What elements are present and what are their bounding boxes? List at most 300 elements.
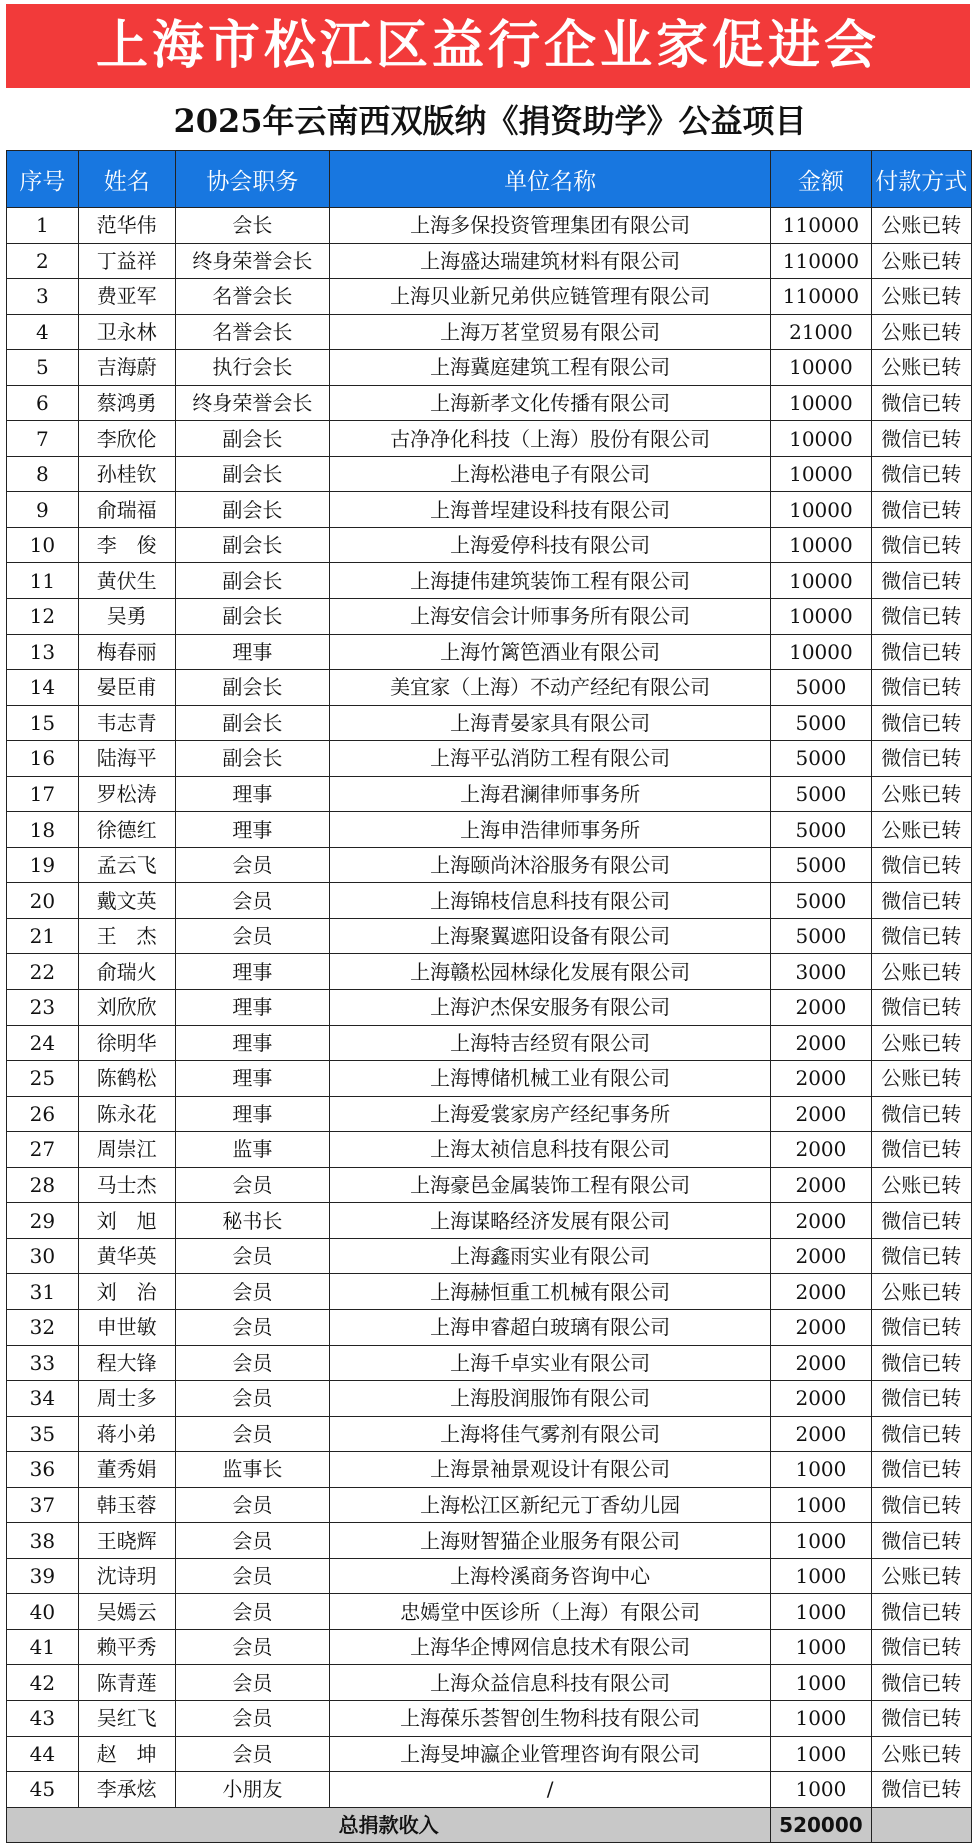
donation-amount: 1000 (771, 1523, 871, 1559)
company-name: 上海博储机械工业有限公司 (330, 1061, 771, 1097)
payment-method: 微信已转 (871, 990, 971, 1026)
donation-amount: 5000 (771, 812, 871, 848)
company-name: 上海松江区新纪元丁香幼儿园 (330, 1487, 771, 1523)
association-role: 副会长 (175, 492, 329, 528)
row-index: 14 (7, 670, 79, 706)
company-name: 上海盛达瑞建筑材料有限公司 (330, 243, 771, 279)
row-index: 7 (7, 421, 79, 457)
association-role: 理事 (175, 954, 329, 990)
association-role: 会员 (175, 1238, 329, 1274)
row-index: 18 (7, 812, 79, 848)
association-role: 会员 (175, 1309, 329, 1345)
table-row (7, 1167, 972, 1203)
association-role: 理事 (175, 776, 329, 812)
donation-amount: 110000 (771, 279, 871, 315)
association-role: 副会长 (175, 599, 329, 635)
table-row (7, 954, 972, 990)
row-index: 40 (7, 1594, 79, 1630)
payment-method: 微信已转 (871, 563, 971, 599)
row-index: 24 (7, 1025, 79, 1061)
payment-method: 公账已转 (871, 314, 971, 350)
row-index: 2 (7, 243, 79, 279)
association-role: 副会长 (175, 527, 329, 563)
table-row (7, 741, 972, 777)
donor-name: 刘欣欣 (78, 990, 175, 1026)
donor-name: 沈诗玥 (78, 1558, 175, 1594)
company-name: 忠嫣堂中医诊所（上海）有限公司 (330, 1594, 771, 1630)
table-row (7, 1629, 972, 1665)
donor-name: 申世敏 (78, 1309, 175, 1345)
payment-method: 微信已转 (871, 1487, 971, 1523)
table-row (7, 1665, 972, 1701)
payment-method: 微信已转 (871, 1416, 971, 1452)
row-index: 28 (7, 1167, 79, 1203)
table-row (7, 599, 972, 635)
table-row (7, 563, 972, 599)
association-role: 理事 (175, 1025, 329, 1061)
association-role: 会员 (175, 1487, 329, 1523)
donor-name: 黄伏生 (78, 563, 175, 599)
table-row (7, 456, 972, 492)
donation-amount: 5000 (771, 918, 871, 954)
association-role: 会员 (175, 1381, 329, 1417)
donation-amount: 2000 (771, 1025, 871, 1061)
association-role: 会员 (175, 1629, 329, 1665)
payment-method: 微信已转 (871, 670, 971, 706)
donation-table (6, 150, 972, 1843)
payment-method: 微信已转 (871, 456, 971, 492)
donor-name: 陆海平 (78, 741, 175, 777)
payment-method: 公账已转 (871, 1167, 971, 1203)
header-company: 单位名称 (330, 151, 771, 208)
association-role: 会员 (175, 1523, 329, 1559)
donation-amount: 5000 (771, 741, 871, 777)
table-row (7, 1345, 972, 1381)
association-role: 会员 (175, 883, 329, 919)
company-name: 上海申睿超白玻璃有限公司 (330, 1309, 771, 1345)
table-row (7, 350, 972, 386)
table-row (7, 776, 972, 812)
donation-amount: 10000 (771, 492, 871, 528)
company-name: 上海赫恒重工机械有限公司 (330, 1274, 771, 1310)
association-role: 会员 (175, 1736, 329, 1772)
company-name: 上海竹篱笆酒业有限公司 (330, 634, 771, 670)
company-name: 上海青晏家具有限公司 (330, 705, 771, 741)
table-row (7, 883, 972, 919)
row-index: 36 (7, 1452, 79, 1488)
donor-name: 俞瑞福 (78, 492, 175, 528)
company-name: 上海豪邑金属装饰工程有限公司 (330, 1167, 771, 1203)
total-row (7, 1807, 972, 1843)
association-role: 副会长 (175, 563, 329, 599)
payment-method: 微信已转 (871, 634, 971, 670)
donor-name: 俞瑞火 (78, 954, 175, 990)
donor-name: 丁益祥 (78, 243, 175, 279)
table-row (7, 1025, 972, 1061)
table-row (7, 1381, 972, 1417)
payment-method: 公账已转 (871, 1025, 971, 1061)
row-index: 45 (7, 1772, 79, 1808)
donation-amount: 110000 (771, 243, 871, 279)
table-row (7, 243, 972, 279)
donor-name: 赵 坤 (78, 1736, 175, 1772)
row-index: 23 (7, 990, 79, 1026)
donor-name: 吉海蔚 (78, 350, 175, 386)
donation-amount: 2000 (771, 1167, 871, 1203)
table-row (7, 1238, 972, 1274)
company-name: 上海赣松园林绿化发展有限公司 (330, 954, 771, 990)
row-index: 39 (7, 1558, 79, 1594)
association-role: 监事 (175, 1132, 329, 1168)
payment-method: 微信已转 (871, 1203, 971, 1239)
row-index: 42 (7, 1665, 79, 1701)
payment-method: 微信已转 (871, 1772, 971, 1808)
donor-name: 罗松涛 (78, 776, 175, 812)
row-index: 16 (7, 741, 79, 777)
donor-name: 陈永花 (78, 1096, 175, 1132)
table-row (7, 527, 972, 563)
company-name: 上海平弘消防工程有限公司 (330, 741, 771, 777)
row-index: 1 (7, 208, 79, 244)
donor-name: 蒋小弟 (78, 1416, 175, 1452)
company-name: 上海特吉经贸有限公司 (330, 1025, 771, 1061)
donor-name: 徐明华 (78, 1025, 175, 1061)
row-index: 20 (7, 883, 79, 919)
table-row (7, 1772, 972, 1808)
table-row (7, 918, 972, 954)
table-row (7, 279, 972, 315)
donation-amount: 10000 (771, 634, 871, 670)
association-role: 终身荣誉会长 (175, 243, 329, 279)
association-role: 会员 (175, 1594, 329, 1630)
donor-name: 费亚军 (78, 279, 175, 315)
donation-amount: 10000 (771, 421, 871, 457)
payment-method: 微信已转 (871, 1452, 971, 1488)
row-index: 22 (7, 954, 79, 990)
payment-method: 微信已转 (871, 1309, 971, 1345)
association-role: 副会长 (175, 456, 329, 492)
donation-amount: 5000 (771, 670, 871, 706)
donor-name: 陈青莲 (78, 1665, 175, 1701)
row-index: 25 (7, 1061, 79, 1097)
total-label: 总捐款收入 (7, 1807, 771, 1843)
company-name: / (330, 1772, 771, 1808)
association-role: 名誉会长 (175, 314, 329, 350)
payment-method: 公账已转 (871, 243, 971, 279)
payment-method: 公账已转 (871, 954, 971, 990)
project-title: 2025年云南西双版纳《捐资助学》公益项目 (173, 102, 807, 140)
donor-name: 蔡鸿勇 (78, 385, 175, 421)
association-role: 会员 (175, 1558, 329, 1594)
payment-method: 微信已转 (871, 883, 971, 919)
donor-name: 赖平秀 (78, 1629, 175, 1665)
table-row (7, 1416, 972, 1452)
table-row (7, 670, 972, 706)
header-payment: 付款方式 (871, 151, 971, 208)
donation-amount: 1000 (771, 1487, 871, 1523)
row-index: 12 (7, 599, 79, 635)
company-name: 上海财智猫企业服务有限公司 (330, 1523, 771, 1559)
donation-amount: 2000 (771, 1309, 871, 1345)
row-index: 29 (7, 1203, 79, 1239)
donation-amount: 1000 (771, 1736, 871, 1772)
donor-name: 李欣伦 (78, 421, 175, 457)
donor-name: 董秀娟 (78, 1452, 175, 1488)
table-row (7, 990, 972, 1026)
payment-method: 微信已转 (871, 421, 971, 457)
donation-amount: 2000 (771, 1345, 871, 1381)
donation-amount: 10000 (771, 456, 871, 492)
company-name: 上海捷伟建筑装饰工程有限公司 (330, 563, 771, 599)
donor-name: 韩玉蓉 (78, 1487, 175, 1523)
donation-amount: 2000 (771, 1274, 871, 1310)
table-row (7, 1594, 972, 1630)
company-name: 上海聚翼遮阳设备有限公司 (330, 918, 771, 954)
row-index: 17 (7, 776, 79, 812)
company-name: 上海冀庭建筑工程有限公司 (330, 350, 771, 386)
payment-method: 微信已转 (871, 1096, 971, 1132)
row-index: 31 (7, 1274, 79, 1310)
donor-name: 徐德红 (78, 812, 175, 848)
company-name: 上海柃溪商务咨询中心 (330, 1558, 771, 1594)
donation-amount: 1000 (771, 1629, 871, 1665)
row-index: 43 (7, 1700, 79, 1736)
row-index: 37 (7, 1487, 79, 1523)
association-role: 名誉会长 (175, 279, 329, 315)
donation-amount: 3000 (771, 954, 871, 990)
donation-amount: 2000 (771, 1238, 871, 1274)
payment-method: 微信已转 (871, 385, 971, 421)
company-name: 美宜家（上海）不动产经纪有限公司 (330, 670, 771, 706)
association-role: 理事 (175, 634, 329, 670)
donation-amount: 21000 (771, 314, 871, 350)
donation-amount: 2000 (771, 1203, 871, 1239)
payment-method: 微信已转 (871, 741, 971, 777)
row-index: 21 (7, 918, 79, 954)
association-role: 小朋友 (175, 1772, 329, 1808)
header-amount: 金额 (771, 151, 871, 208)
header-name: 姓名 (78, 151, 175, 208)
table-row (7, 492, 972, 528)
table-row (7, 1700, 972, 1736)
donation-amount: 5000 (771, 847, 871, 883)
payment-method: 微信已转 (871, 1700, 971, 1736)
donation-amount: 2000 (771, 1381, 871, 1417)
donor-name: 梅春丽 (78, 634, 175, 670)
table-row (7, 705, 972, 741)
donation-amount: 5000 (771, 705, 871, 741)
company-name: 上海葆乐荟智创生物科技有限公司 (330, 1700, 771, 1736)
donation-amount: 5000 (771, 776, 871, 812)
payment-method: 微信已转 (871, 1345, 971, 1381)
company-name: 上海爱裳家房产经纪事务所 (330, 1096, 771, 1132)
row-index: 15 (7, 705, 79, 741)
association-role: 会员 (175, 1274, 329, 1310)
association-role: 会员 (175, 847, 329, 883)
association-role: 理事 (175, 812, 329, 848)
company-name: 上海千卓实业有限公司 (330, 1345, 771, 1381)
table-row (7, 314, 972, 350)
payment-method: 微信已转 (871, 1665, 971, 1701)
table-row (7, 208, 972, 244)
company-name: 上海多保投资管理集团有限公司 (330, 208, 771, 244)
table-row (7, 1523, 972, 1559)
row-index: 9 (7, 492, 79, 528)
table-row (7, 1736, 972, 1772)
donor-name: 刘 旭 (78, 1203, 175, 1239)
company-name: 上海景袖景观设计有限公司 (330, 1452, 771, 1488)
header-role: 协会职务 (175, 151, 329, 208)
donor-name: 范华伟 (78, 208, 175, 244)
table-row (7, 634, 972, 670)
donor-name: 李 俊 (78, 527, 175, 563)
donation-amount: 1000 (771, 1558, 871, 1594)
header-index: 序号 (7, 151, 79, 208)
table-row (7, 1061, 972, 1097)
donor-name: 陈鹤松 (78, 1061, 175, 1097)
company-name: 上海颐尚沐浴服务有限公司 (330, 847, 771, 883)
table-header-row (7, 151, 972, 208)
association-role: 副会长 (175, 670, 329, 706)
total-empty-cell (871, 1807, 971, 1843)
company-name: 上海锦枝信息科技有限公司 (330, 883, 771, 919)
association-role: 会员 (175, 1167, 329, 1203)
table-row (7, 1452, 972, 1488)
company-name: 上海普埕建设科技有限公司 (330, 492, 771, 528)
row-index: 32 (7, 1309, 79, 1345)
association-role: 理事 (175, 1096, 329, 1132)
payment-method: 公账已转 (871, 1736, 971, 1772)
donor-name: 戴文英 (78, 883, 175, 919)
company-name: 上海将佳气雾剂有限公司 (330, 1416, 771, 1452)
payment-method: 微信已转 (871, 1132, 971, 1168)
donation-amount: 2000 (771, 1061, 871, 1097)
table-row (7, 1274, 972, 1310)
donor-name: 王 杰 (78, 918, 175, 954)
company-name: 上海新孝文化传播有限公司 (330, 385, 771, 421)
table-row (7, 812, 972, 848)
donation-amount: 5000 (771, 883, 871, 919)
row-index: 3 (7, 279, 79, 315)
row-index: 35 (7, 1416, 79, 1452)
payment-method: 微信已转 (871, 918, 971, 954)
donor-name: 程大锋 (78, 1345, 175, 1381)
association-role: 会员 (175, 1665, 329, 1701)
company-name: 上海贝业新兄弟供应链管理有限公司 (330, 279, 771, 315)
row-index: 30 (7, 1238, 79, 1274)
table-row (7, 1309, 972, 1345)
row-index: 26 (7, 1096, 79, 1132)
donation-amount: 2000 (771, 1096, 871, 1132)
donation-amount: 10000 (771, 350, 871, 386)
row-index: 10 (7, 527, 79, 563)
organization-banner: 上海市松江区益行企业家促进会 (6, 4, 970, 88)
donor-name: 刘 治 (78, 1274, 175, 1310)
donor-name: 黄华英 (78, 1238, 175, 1274)
association-role: 会员 (175, 918, 329, 954)
table-row (7, 1487, 972, 1523)
row-index: 5 (7, 350, 79, 386)
donor-name: 周崇江 (78, 1132, 175, 1168)
donor-name: 王晓辉 (78, 1523, 175, 1559)
association-role: 副会长 (175, 741, 329, 777)
donation-amount: 2000 (771, 1416, 871, 1452)
donation-amount: 1000 (771, 1594, 871, 1630)
payment-method: 公账已转 (871, 1061, 971, 1097)
payment-method: 微信已转 (871, 527, 971, 563)
association-role: 终身荣誉会长 (175, 385, 329, 421)
table-row (7, 847, 972, 883)
row-index: 41 (7, 1629, 79, 1665)
donation-amount: 1000 (771, 1452, 871, 1488)
association-role: 理事 (175, 990, 329, 1026)
donor-name: 晏臣甫 (78, 670, 175, 706)
table-row (7, 1096, 972, 1132)
association-role: 理事 (175, 1061, 329, 1097)
payment-method: 微信已转 (871, 1523, 971, 1559)
donor-name: 孟云飞 (78, 847, 175, 883)
table-row (7, 1132, 972, 1168)
payment-method: 微信已转 (871, 492, 971, 528)
donor-name: 韦志青 (78, 705, 175, 741)
donor-name: 卫永林 (78, 314, 175, 350)
donation-amount: 2000 (771, 1132, 871, 1168)
donation-amount: 10000 (771, 385, 871, 421)
company-name: 上海旻坤瀛企业管理咨询有限公司 (330, 1736, 771, 1772)
row-index: 4 (7, 314, 79, 350)
payment-method: 公账已转 (871, 350, 971, 386)
table-body (7, 208, 972, 1843)
donor-name: 马士杰 (78, 1167, 175, 1203)
company-name: 上海众益信息科技有限公司 (330, 1665, 771, 1701)
company-name: 上海松港电子有限公司 (330, 456, 771, 492)
company-name: 古净净化科技（上海）股份有限公司 (330, 421, 771, 457)
company-name: 上海华企博网信息技术有限公司 (330, 1629, 771, 1665)
total-amount: 520000 (771, 1807, 871, 1843)
row-index: 13 (7, 634, 79, 670)
association-role: 会员 (175, 1700, 329, 1736)
payment-method: 微信已转 (871, 1381, 971, 1417)
payment-method: 公账已转 (871, 208, 971, 244)
payment-method: 公账已转 (871, 776, 971, 812)
donation-amount: 1000 (771, 1772, 871, 1808)
donation-amount: 10000 (771, 599, 871, 635)
association-role: 监事长 (175, 1452, 329, 1488)
company-name: 上海股润服饰有限公司 (330, 1381, 771, 1417)
association-role: 副会长 (175, 421, 329, 457)
payment-method: 微信已转 (871, 1594, 971, 1630)
row-index: 27 (7, 1132, 79, 1168)
table-row (7, 421, 972, 457)
association-role: 会长 (175, 208, 329, 244)
table-row (7, 1558, 972, 1594)
row-index: 11 (7, 563, 79, 599)
payment-method: 微信已转 (871, 1629, 971, 1665)
company-name: 上海安信会计师事务所有限公司 (330, 599, 771, 635)
association-role: 会员 (175, 1416, 329, 1452)
payment-method: 公账已转 (871, 1274, 971, 1310)
payment-method: 微信已转 (871, 847, 971, 883)
row-index: 38 (7, 1523, 79, 1559)
company-name: 上海爱停科技有限公司 (330, 527, 771, 563)
payment-method: 微信已转 (871, 705, 971, 741)
donor-name: 吴嫣云 (78, 1594, 175, 1630)
company-name: 上海谋略经济发展有限公司 (330, 1203, 771, 1239)
association-role: 副会长 (175, 705, 329, 741)
table-row (7, 385, 972, 421)
company-name: 上海太祯信息科技有限公司 (330, 1132, 771, 1168)
donation-amount: 110000 (771, 208, 871, 244)
